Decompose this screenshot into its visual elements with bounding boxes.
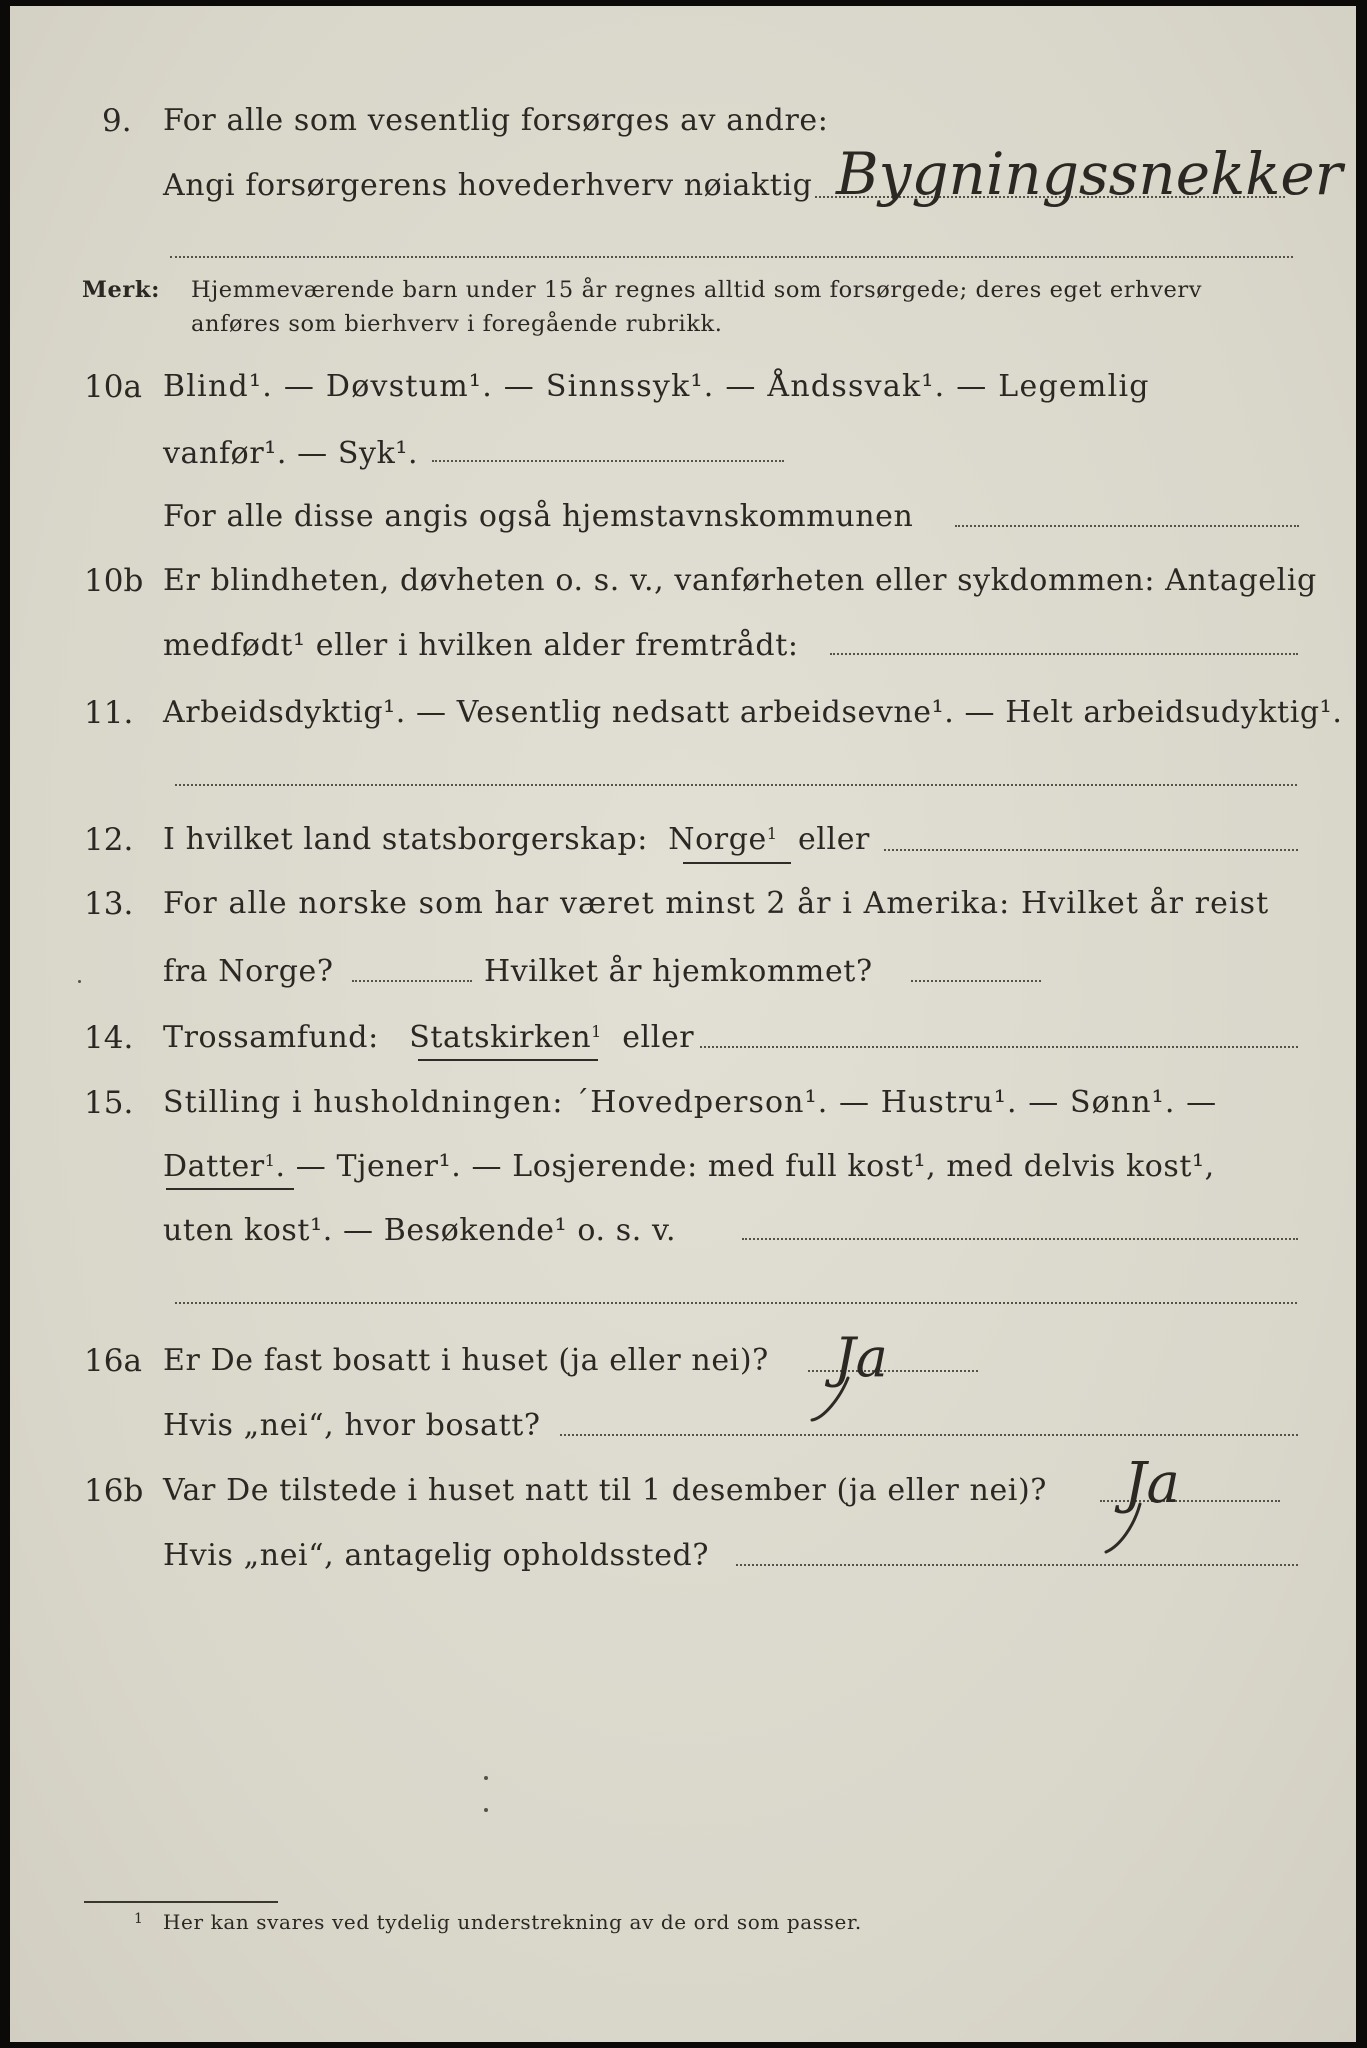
paper-speck [484,1808,488,1812]
q10b-number: 10b [84,563,144,599]
q15-separator [175,1302,1297,1304]
q9-handwritten-answer[interactable] [830,130,1350,240]
q14-answer-line [700,1046,1298,1048]
q14-sup: 1 [591,1022,602,1041]
q12-option-norge[interactable]: Norge [668,822,767,857]
q16a-line1: Er De fast bosatt i huset (ja eller nei)? [163,1343,769,1378]
q14-prefix: Trossamfund: [163,1020,379,1055]
q15-line2-rest: . — Tjener¹. — Losjerende: med full kost¹, med delvis kost¹, [275,1149,1215,1184]
q13-hjemkommet-line [911,980,1041,982]
q11-number: 11. [84,695,134,731]
q15-sup: 1 [264,1151,276,1170]
q15-line2 [163,1149,1215,1184]
q9-number: 9. [102,103,132,139]
footnote-mark: 1 [134,1911,144,1927]
merk-line1: Hjemmeværende barn under 15 år regnes alltid som forsørgede; deres eget erhverv [191,277,1203,303]
paper-speck [78,980,81,983]
merk-line2: anføres som bierhverv i foregående rubrikk. [191,311,723,337]
q16b-opholdssted-line [736,1564,1298,1566]
q15-datter-underline [166,1188,294,1190]
q11-separator [175,784,1297,786]
q16a-line2: Hvis „nei“, hvor bosatt? [163,1408,541,1443]
merk-label: Merk: [82,277,160,303]
q14-statskirken-underline [418,1059,598,1061]
q13-line1: For alle norske som har været minst 2 år i Amerika: Hvilket år reist [163,886,1270,921]
q10a-line3: For alle disse angis også hjemstavnskommunen [163,499,914,534]
q16a-number: 16a [84,1343,142,1379]
footnote-rule [84,1901,278,1903]
q16a-bosatt-line [560,1434,1298,1436]
q16b-line2: Hvis „nei“, antagelig opholdssted? [163,1538,710,1573]
q15-answer-line [742,1238,1298,1240]
q9-question-line2: Angi forsørgerens hovederhverv nøiaktig [163,168,813,203]
q10b-answer-line [830,653,1298,655]
q15-line1: Stilling i husholdningen: ˊHovedperson¹. — Hustru¹. — Sønn¹. — [163,1085,1218,1120]
svg-text:Bygningssnekker: Bygningssnekker [836,140,1343,208]
q12-answer-line [884,849,1298,851]
paper-speck [484,1776,488,1780]
q10b-line2: medfødt¹ eller i hvilken alder fremtrådt: [163,628,799,663]
q12-suffix: eller [797,822,870,857]
q12-prefix: I hvilket land statsborgerskap: [163,822,648,857]
q15-number: 15. [84,1085,134,1121]
q16b-line1: Var De tilstede i huset natt til 1 desember (ja eller nei)? [163,1473,1047,1508]
q16b-handwritten-answer[interactable] [1090,1442,1300,1562]
q15-option-datter[interactable]: Datter [163,1149,265,1184]
q12-line1 [163,822,870,857]
q10a-line2: vanfør¹. — Syk¹. [163,436,419,471]
q13-reist-line [352,980,472,982]
q14-suffix: eller [622,1020,695,1055]
svg-text:Ja: Ja [834,1326,888,1389]
q14-line1 [163,1020,695,1055]
q16a-handwritten-answer[interactable] [800,1318,1000,1428]
q11-line1: Arbeidsdyktig¹. — Vesentlig nedsatt arbeidsevne¹. — Helt arbeidsudyktig¹. [163,695,1343,730]
q10a-kommune-line [955,525,1299,527]
q13-number: 13. [84,886,134,922]
q14-number: 14. [84,1020,134,1056]
q12-number: 12. [84,822,134,858]
svg-text:Ja: Ja [1124,1451,1180,1516]
q13-line2b: Hvilket år hjemkommet? [484,954,873,989]
q14-option-statskirken[interactable]: Statskirken [409,1020,592,1055]
q12-norge-underline [683,862,791,864]
q13-line2a: fra Norge? [163,954,334,989]
q10a-syk-line [432,460,784,462]
q15-line3: uten kost¹. — Besøkende¹ o. s. v. [163,1213,677,1248]
q9-question-line1: For alle som vesentlig forsørges av andre: [163,103,829,138]
q12-sup: 1 [766,824,778,843]
q16b-number: 16b [84,1473,144,1509]
q10a-line1: Blind¹. — Døvstum¹. — Sinnssyk¹. — Åndssvak¹. — Legemlig [163,369,1150,404]
footnote-text: Her kan svares ved tydelig understrekning av de ord som passer. [163,1910,862,1934]
q10a-number: 10a [84,369,142,405]
q10b-line1: Er blindheten, døvheten o. s. v., vanførheten eller sykdommen: Antagelig [163,563,1317,598]
q9-separator [170,256,1293,258]
